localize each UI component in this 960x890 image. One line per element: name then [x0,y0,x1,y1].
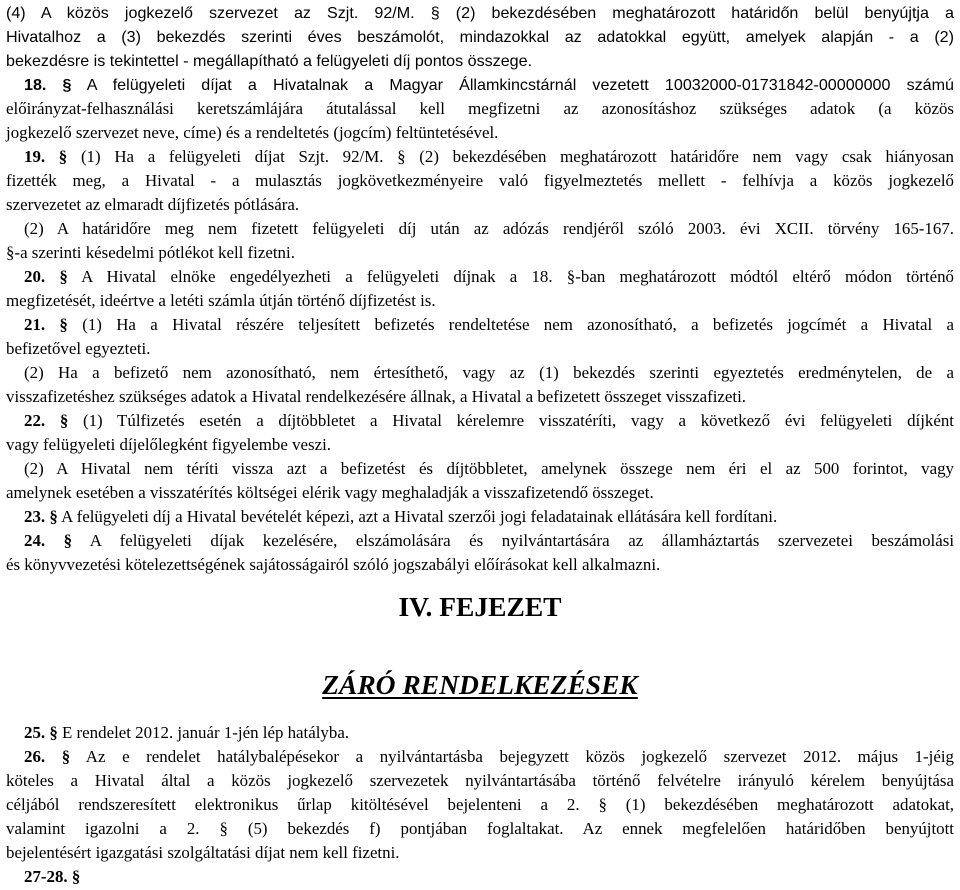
paragraph-line: vagy felügyeleti díjelőlegként figyelembe veszi. [6,435,332,454]
section-number: 21. § [24,315,68,334]
section-24 [24,529,954,553]
paragraph-line: szervezetet az elmaradt díjfizetés pótlására. [6,195,300,214]
section-21 [24,313,954,337]
section-number: 20. § [24,267,68,286]
paragraph-text: A felügyeleti díj a Hivatal bevételét képezi, azt a Hivatal szerzői jogi feladatainak ellátására kell fordítani. [61,507,778,526]
paragraph-line: visszafizetéshez szükséges adatok a Hivatal rendelkezésére állnak, a Hivatal a befizetett összeget visszafizeti. [6,387,747,406]
paragraph-line: §-a szerinti késedelmi pótlékot kell fizetni. [6,243,295,262]
paragraph-line: és könyvvezetési kötelezettségének sajátosságairól szóló jogszabályi előírásokat kell alkalmazni. [6,555,661,574]
section-23 [24,505,777,529]
chapter-number: IV. FEJEZET [398,591,562,622]
paragraph-line: amelynek esetében a visszatérítés költségei elérik vagy meghaladják a visszafizetendő összeget. [6,483,654,502]
section-27-28: 27-28. § [24,867,81,886]
section-number: 22. § [24,411,69,430]
section-22 [24,409,954,433]
paragraph-line: Hivatalhoz a (3) bekezdés szerinti éves beszámolót, mindazokkal az adatokkal együtt, amelyek alapján - a (2) [6,28,954,46]
paragraph-line: befizetővel egyezteti. [6,339,151,358]
paragraph-line: jogkezelő szervezet neve, címe) és a rendeltetés (jogcím) feltüntetésével. [6,123,499,142]
paragraph-line: valamint igazolni a 2. § (5) bekezdés f) pontjában foglaltakat. Az ennek megfelelően határidőben benyújtott [6,819,954,838]
section-number: 25. § [24,723,58,742]
paragraph-line: céljából rendszeresített elektronikus űrlap kitöltésével bejelenteni a 2. § (1) bekezdésében meghatározott adatokat, [6,795,954,814]
paragraph-text: A felügyeleti díjat a Hivatalnak a Magyar Államkincstárnál vezetett 10032000-01731842-00000000 számú [86,76,954,94]
paragraph-line: fizették meg, a Hivatal - a mulasztás jogkövetkezményeire való figyelmeztetés mellett - felhívja a közös jogkezelő [6,171,954,190]
section-number: 26. § [24,747,71,766]
section-25 [24,721,349,745]
paragraph-text: Az e rendelet hatálybalépésekor a nyilvántartásba bejegyzett közös jogkezelő szervezet 2012. május 1-jéig [85,747,954,766]
paragraph-line: bejelentésért igazgatási szolgáltatási díjat nem kell fizetni. [6,843,400,862]
section-26 [24,745,954,769]
section-number: 24. § [24,531,73,550]
paragraph-text: A Hivatal elnöke engedélyezheti a felügyeleti díjnak a 18. §-ban meghatározott módtól eltérő módon történő [81,267,955,286]
section-20 [24,265,954,289]
paragraph-line: (4) A közös jogkezelő szervezet az Szjt. 92/M. § (2) bekezdésében meghatározott határidőn belül benyújtja a [6,4,954,22]
section-number: 19. § [24,147,68,166]
paragraph-line: (2) A határidőre meg nem fizetett felügyeleti díj után az adózás rendjéről szóló 2003. évi XCII. törvény 165-167. [24,219,954,238]
paragraph-text: (1) Ha a Hivatal részére teljesített befizetés rendeltetése nem azonosítható, a befizetés jogcímét a Hivatal a [82,315,955,334]
paragraph-line: előirányzat-felhasználási keretszámlájára átutalással kell megfizetni az azonosításhoz szükséges adatok (a közös [6,99,954,118]
paragraph-line: megfizetését, ideértve a letéti számla útján történő díjfizetést is. [6,291,436,310]
section-19 [24,145,954,169]
paragraph-text: A felügyeleti díjak kezelésére, elszámolására és nyilvántartására az államháztartás szervezetei beszámolási [89,531,955,550]
paragraph-line: (2) A Hivatal nem téríti vissza azt a befizetést és díjtöbbletet, amelynek összege nem éri el az 500 forintot, vagy [24,459,954,478]
paragraph-line: bekezdésre is tekintettel - megállapítható a felügyeleti díj pontos összege. [6,52,533,70]
paragraph-text: (1) Túlfizetés esetén a díjtöbbletet a Hivatal kérelemre visszatéríti, vagy a következő évi felügyeleti díjként [82,411,954,430]
chapter-title: ZÁRÓ RENDELKEZÉSEK [322,669,638,700]
paragraph-text: E rendelet 2012. január 1-jén lép hatályba. [62,723,350,742]
section-number: 23. § [24,507,58,526]
section-18 [24,73,954,97]
paragraph-line: (2) Ha a befizető nem azonosítható, nem értesíthető, vagy az (1) bekezdés szerinti egyeztetés eredménytelen, de a [24,363,954,382]
section-number: 18. § [24,76,72,94]
paragraph-line: köteles a Hivatal által a közös jogkezelő szervezetek nyilvántartásába történő felvételre irányuló kérelem benyújtása [6,771,954,790]
paragraph-text: (1) Ha a felügyeleti díjat Szjt. 92/M. § (2) bekezdésében meghatározott határidőre nem vagy csak hiányosan [80,147,954,166]
